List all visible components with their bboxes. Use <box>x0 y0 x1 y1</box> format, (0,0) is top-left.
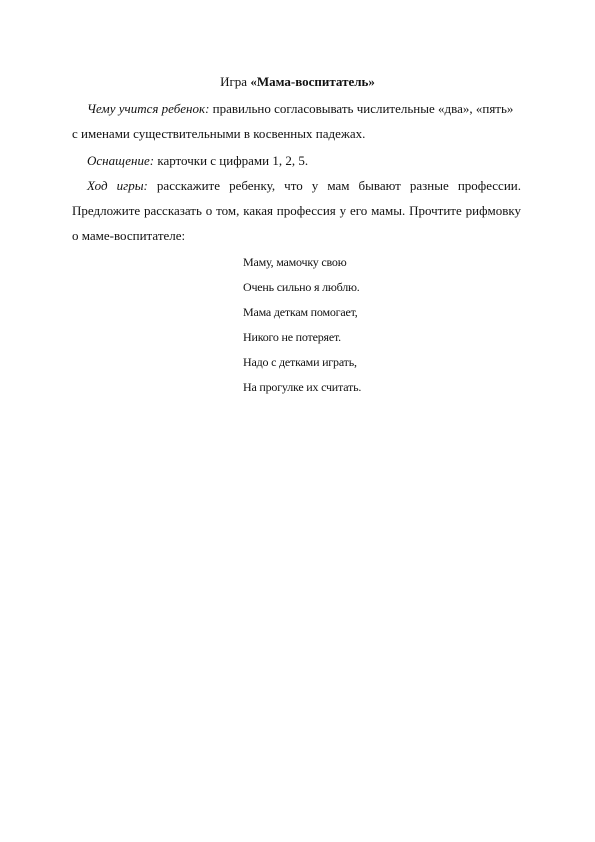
equipment-text: карточки с цифрами 1, 2, 5. <box>157 153 309 168</box>
game-title <box>0 74 595 90</box>
game-course-label: Ход игры: <box>87 178 148 193</box>
rhyme-line: На прогулке их считать. <box>243 380 362 394</box>
rhyme-line: Надо с детками играть, <box>243 355 357 369</box>
learning-goal-text: правильно согласовывать числительные «два», «пять» с именами существительными в косвенных падежах. <box>72 101 514 141</box>
rhyme-block <box>243 250 361 400</box>
learning-goal-paragraph <box>72 96 521 146</box>
game-course-text: расскажите ребенку, что у мам бывают разные профессии. Предложите рассказать о том, какая профессия у его мамы. Прочтите рифмовку о маме-воспитателе: <box>72 178 521 243</box>
equipment-label: Оснащение: <box>87 153 155 168</box>
equipment-paragraph <box>72 148 521 173</box>
learning-goal-label: Чему учится ребенок: <box>87 101 210 116</box>
rhyme-line: Никого не потеряет. <box>243 330 341 344</box>
game-course-paragraph <box>72 173 521 248</box>
rhyme-line: Маму, мамочку свою <box>243 255 347 269</box>
rhyme-line: Очень сильно я люблю. <box>243 280 360 294</box>
game-title-name: «Мама-воспитатель» <box>250 74 375 89</box>
rhyme-line: Мама деткам помогает, <box>243 305 358 319</box>
game-title-prefix: Игра <box>220 74 248 89</box>
